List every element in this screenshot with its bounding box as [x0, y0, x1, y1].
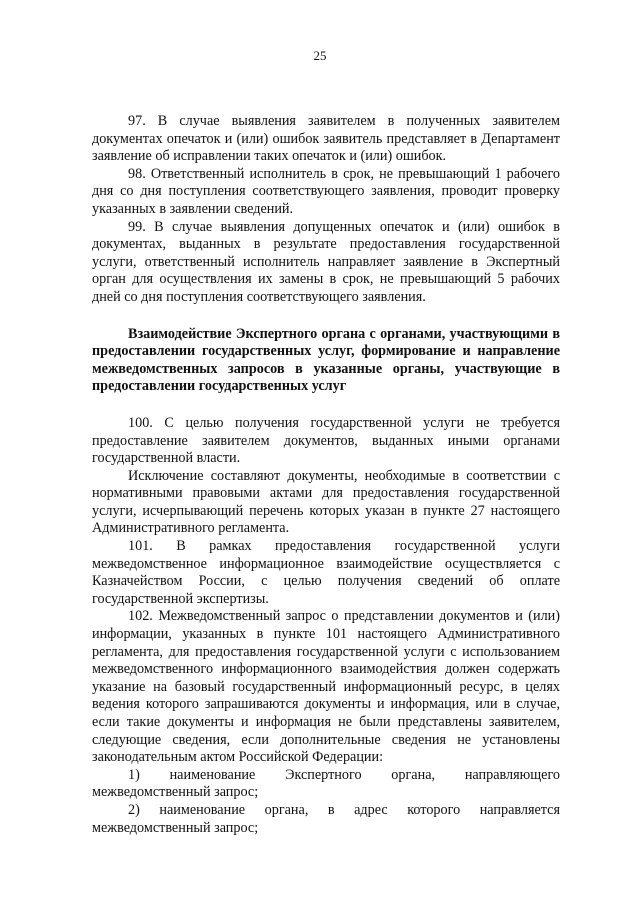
paragraph-100: 100. С целью получения государственной услуги не требуется предоставление заявителем документов, выданных иными органами государственной власти.: [92, 414, 560, 467]
paragraph-97: 97. В случае выявления заявителем в полученных заявителем документах опечаток и (или) ошибок заявитель представляет в Департамент заявление об исправлении таких опечаток и (или) ошибок.: [92, 113, 560, 165]
section-heading: Взаимодействие Экспертного органа с органами, участвующими в предоставлении государственных услуг, формирование и направление межведомственных запросов в указанные органы, участвующие в предоставлении государственных услуг: [92, 325, 560, 395]
paragraph-98: 98. Ответственный исполнитель в срок, не превышающий 1 рабочего дня со дня поступления соответствующего заявления, проводит проверку указанных в заявлении сведений.: [92, 165, 560, 217]
paragraph-99: 99. В случае выявления допущенных опечаток и (или) ошибок в документах, выданных в результате предоставления государственной услуги, ответственный исполнитель направляет заявление в Экспертный орган для осуществления их замены в срок, не превышающий 5 рабочих дней со дня поступления соответствующего заявления.: [92, 218, 560, 305]
list-item-2: 2) наименование органа, в адрес которого направляется межведомственный запрос;: [92, 801, 560, 836]
paragraph-101: 101. В рамках предоставления государственной услуги межведомственное информационное взаимодействие осуществляется с Казначейством России, с целью получения сведений об оплате государственной экспертизы.: [92, 538, 560, 607]
spacer: [92, 307, 560, 326]
page-content: [92, 113, 560, 837]
list-item-1: 1) наименование Экспертного органа, направляющего межведомственный запрос;: [92, 766, 560, 801]
page-number: 25: [313, 48, 327, 63]
spacer: [92, 396, 560, 415]
paragraph-102: 102. Межведомственный запрос о представлении документов и (или) информации, указанных в пункте 101 настоящего Административного регламента, для предоставления государственной услуги с использованием межведомственного информационного взаимодействия должен содержать указание на базовый государственный информационный ресурс, в целях ведения которого запрашиваются документы и информация, или в случае, если такие документы и информация не были представлены заявителем, следующие сведения, если дополнительные сведения не установлены законодательным актом Российской Федерации:: [92, 608, 560, 766]
paragraph-exception: Исключение составляют документы, необходимые в соответствии с нормативными правовыми актами для предоставления государственной услуги, исчерпывающий перечень которых указан в пункте 27 настоящего Административного регламента.: [92, 467, 560, 537]
